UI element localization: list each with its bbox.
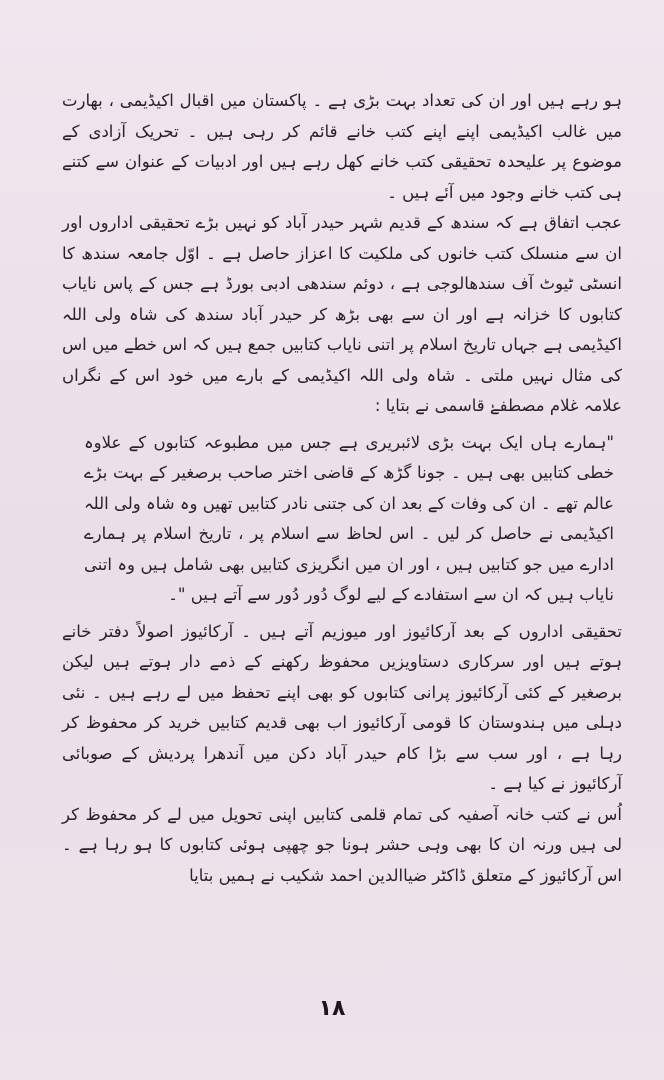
paragraph-1: ہو رہے ہیں اور ان کی تعداد بہت بڑی ہے ۔ پاکستان میں اقبال اکیڈیمی ، بھارت میں غالب اکیڈیمی اپنے اپنے کتب خانے قائم کر رہی ہیں ۔ تحریک آزادی کے موضوع پر علیحدہ تحقیقی کتب خانے کھل رہے ہیں اور ادبیات کے عنوان سے کتنے ہی کتب خانے وجود میں آئے ہیں ۔ [62,91,622,202]
page-body [62,86,622,891]
paragraph-2: عجب اتفاق ہے کہ سندھ کے قدیم شہر حیدر آباد کو نہیں بڑے تحقیقی اداروں اور ان سے منسلک کتب خانوں کی ملکیت کا اعزاز حاصل ہے ۔ اوّل جامعہ سندھ کا انسٹی ٹیوٹ آف سندھالوجی ہے ، دوئم سندھی ادبی بورڈ ہے جس کے پاس نایاب کتابوں کا خزانہ ہے اور ان سے بھی بڑھ کر حیدر آباد سندھ کی شاہ ولی اللہ اکیڈیمی ہے جہاں تاریخ اسلام پر اتنی نایاب کتابیں جمع ہیں کہ اس خطے میں اس کی مثال نہیں ملتی ۔ شاہ ولی اللہ اکیڈیمی کے بارے میں خود اس کے نگراں علامہ غلام مصطفےٰ قاسمی نے بتایا : [62,213,622,415]
paragraph-3: تحقیقی اداروں کے بعد آرکائیوز اور میوزیم آتے ہیں ۔ آرکائیوز اصولاً دفتر خانے ہوتے ہیں اور سرکاری دستاویزیں محفوظ رکھنے کے ذمے دار ہوتے ہیں لیکن برصغیر کے کئی آرکائیوز پرانی کتابوں کو بھی اپنے تحفظ میں لے رہے ہیں ۔ نئی دہلی میں ہندوستان کا قومی آرکائیوز اب بھی قدیم کتابیں خرید کر محفوظ کر رہا ہے ، اور سب سے بڑا کام حیدر آباد دکن میں آندھرا پردیش کے صوبائی آرکائیوز نے کیا ہے ۔ [62,621,622,793]
paragraph-4: اُس نے کتب خانہ آصفیہ کی تمام قلمی کتابیں اپنی تحویل میں لے کر محفوظ کر لی ہیں ورنہ ان کا بھی وہی حشر ہونا جو چھپی ہوئی کتابوں کا ہو رہا ہے ۔ اس آرکائیوز کے متعلق ڈاکٹر ضیاالدین احمد شکیب نے ہمیں بتایا [62,804,622,885]
page-number: ۱۸ [318,996,346,1021]
block-quote: "ہمارے ہاں ایک بہت بڑی لائبریری ہے جس میں مطبوعہ کتابوں کے علاوہ خطی کتابیں بھی ہیں ۔ جونا گڑھ کے قاضی اختر صاحب برصغیر کے بہت بڑے عالم تھے ۔ ان کی وفات کے بعد ان کی جتنی نادر کتابیں تھیں وہ شاہ ولی اللہ اکیڈیمی نے حاصل کر لیں ۔ اس لحاظ سے اسلام پر ، تاریخ اسلام پر ہمارے ادارے میں جو کتابیں ہیں ، اور ان میں انگریزی کتابیں بھی شامل ہیں وہ اتنی نایاب ہیں کہ ان سے استفادے کے لیے لوگ دُور دُور سے آتے ہیں "۔ [84,432,614,604]
